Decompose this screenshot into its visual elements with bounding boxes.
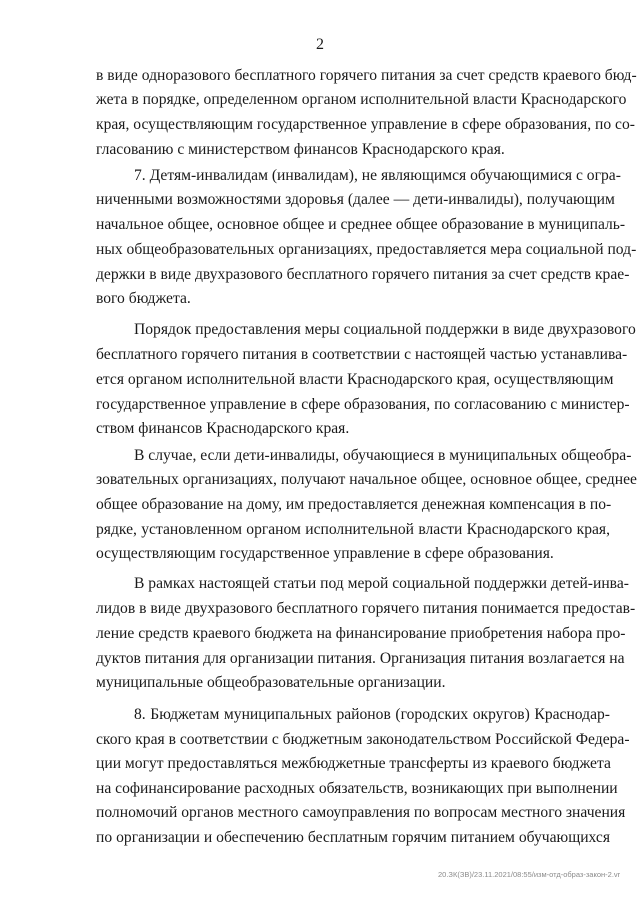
text-line: жета в порядке, определенном органом исполнительной власти Краснодарского	[96, 91, 627, 108]
text-line: бесплатного горячего питания в соответствии с настоящей частью устанавлива-	[96, 346, 628, 363]
text-line: начальное общее, основное общее и среднее общее образование в муниципаль-	[96, 216, 626, 233]
text-line: рядке, установленном органом исполнительной власти Краснодарского края,	[96, 521, 610, 538]
text-line: осуществляющим государственное управление в сфере образования.	[96, 545, 554, 562]
text-line: ных общеобразовательных организациях, предоставляется мера социальной под-	[96, 241, 637, 258]
page-number: 2	[316, 36, 324, 53]
paragraph-first-line: 8. Бюджетам муниципальных районов (городских округов) Краснодар-	[134, 706, 610, 723]
paragraph-first-line: Порядок предоставления меры социальной поддержки в виде двухразового	[134, 321, 636, 338]
text-line: в виде одноразового бесплатного горячего питания за счет средств краевого бюд-	[96, 67, 637, 84]
text-line: гласованию с министерством финансов Краснодарского края.	[96, 141, 505, 158]
text-line: на софинансирование расходных обязательств, возникающих при выполнении	[96, 780, 618, 797]
text-line: ется органом исполнительной власти Краснодарского края, осуществляющим	[96, 371, 614, 388]
text-line: вого бюджета.	[96, 290, 191, 307]
text-line: лидов в виде двухразового бесплатного горячего питания понимается предостав-	[96, 600, 636, 617]
text-line: зовательных организациях, получают начальное общее, основное общее, среднее	[96, 471, 637, 488]
text-line: муниципальные общеобразовательные организации.	[96, 674, 446, 691]
text-line: дуктов питания для организации питания. Организация питания возлагается на	[96, 650, 625, 667]
paragraph-first-line: 7. Детям-инвалидам (инвалидам), не являющимся обучающимися с огра-	[134, 167, 621, 184]
text-line: держки в виде двухразового бесплатного горячего питания за счет средств крае-	[96, 266, 630, 283]
text-line: по организации и обеспечению бесплатным горячим питанием обучающихся	[96, 829, 610, 846]
text-line: ского края в соответствии с бюджетным законодательством Российской Федера-	[96, 731, 630, 748]
text-line: государственное управление в сфере образования, по согласованию с министер-	[96, 396, 630, 413]
text-line: общее образование на дому, им предоставляется денежная компенсация в по-	[96, 496, 612, 513]
document-footer-code: 20.ЗК(ЗВ)/23.11.2021/08:55/изм-отд-образ-закон-2.vr	[438, 870, 621, 879]
text-line: ством финансов Краснодарского края.	[96, 420, 350, 437]
text-line: ниченными возможностями здоровья (далее — дети-инвалиды), получающим	[96, 191, 615, 208]
paragraph-first-line: В случае, если дети-инвалиды, обучающиеся в муниципальных общеобра-	[134, 447, 632, 464]
text-line: ции могут предоставляться межбюджетные трансферты из краевого бюджета	[96, 755, 611, 772]
paragraph-first-line: В рамках настоящей статьи под мерой социальной поддержки детей-инва-	[134, 575, 629, 592]
text-line: полномочий органов местного самоуправления по вопросам местного значения	[96, 804, 626, 821]
text-line: ление средств краевого бюджета на финансирование приобретения набора про-	[96, 625, 626, 642]
text-line: края, осуществляющим государственное управление в сфере образования, по со-	[96, 116, 635, 133]
